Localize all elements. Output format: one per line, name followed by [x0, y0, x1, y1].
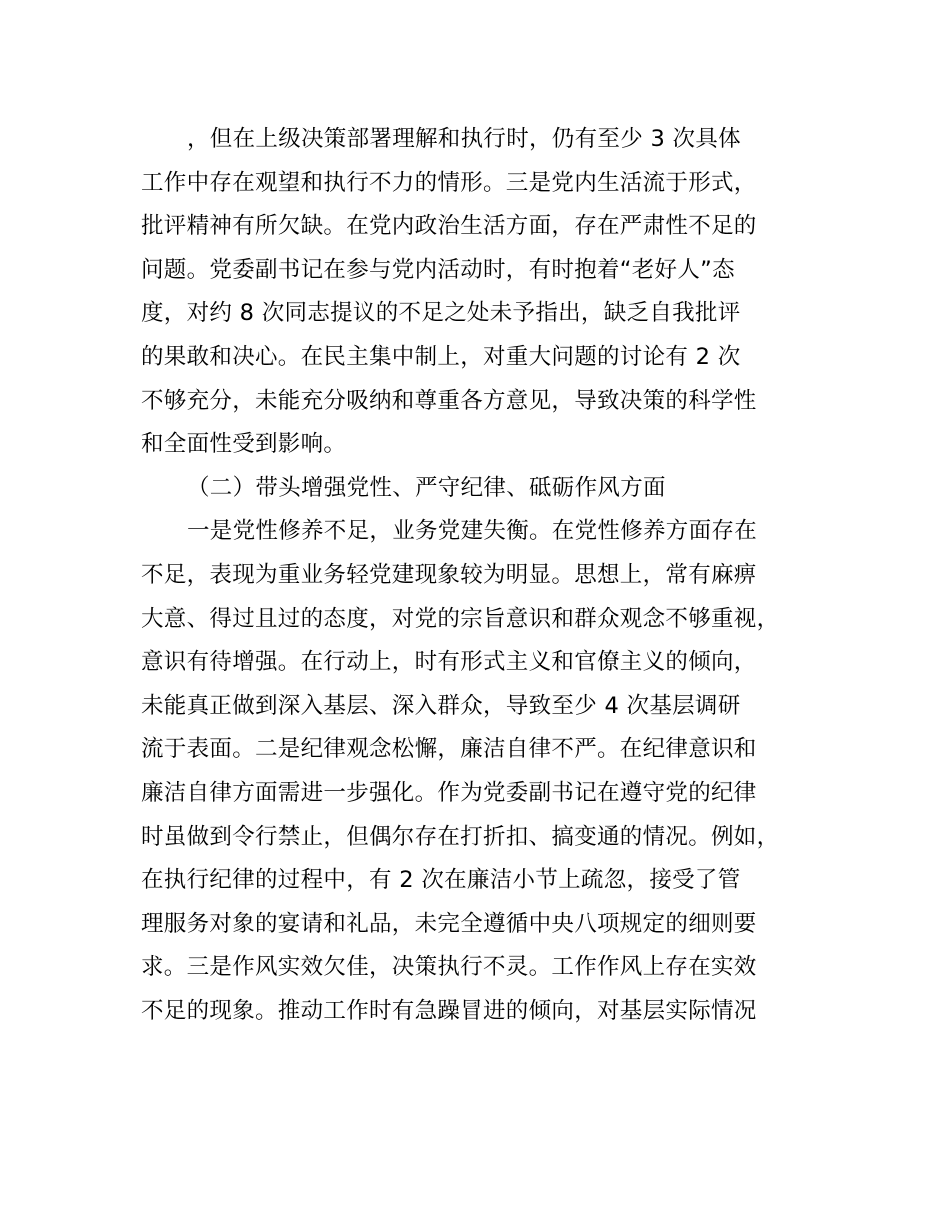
paragraph-line: 不够充分，未能充分吸纳和尊重各方意见，导致决策的科学性	[141, 387, 757, 414]
paragraph-line: 度，对约 8 次同志提议的不足之处未予指出，缺乏自我批评	[141, 300, 741, 327]
paragraph-line: 不足的现象。推动工作时有急躁冒进的倾向，对基层实际情况	[141, 997, 757, 1024]
paragraph-line: 的果敢和决心。在民主集中制上，对重大问题的讨论有 2 次	[141, 343, 741, 370]
paragraph-line: 工作中存在观望和执行不力的情形。三是党内生活流于形式，	[141, 169, 757, 196]
paragraph-line: 求。三是作风实效欠佳，决策执行不灵。工作作风上存在实效	[141, 954, 757, 981]
paragraph-line: 时虽做到令行禁止，但偶尔存在打折扣、搞变通的情况。例如，	[141, 823, 780, 850]
paragraph-line: 意识有待增强。在行动上，时有形式主义和官僚主义的倾向，	[141, 649, 757, 676]
paragraph-line: 大意、得过且过的态度，对党的宗旨意识和群众观念不够重视，	[141, 605, 780, 632]
paragraph-line: 廉洁自律方面需进一步强化。作为党委副书记在遵守党的纪律	[141, 779, 757, 806]
document-body	[141, 118, 841, 1033]
paragraph-line: 在执行纪律的过程中，有 2 次在廉洁小节上疏忽，接受了管	[141, 867, 741, 894]
paragraph-line: 和全面性受到影响。	[141, 431, 347, 458]
paragraph-line: 一是党性修养不足，业务党建失衡。在党性修养方面存在	[187, 518, 758, 545]
paragraph-line: ，但在上级决策部署理解和执行时，仍有至少 3 次具体	[187, 126, 741, 152]
paragraph-line: 未能真正做到深入基层、深入群众，导致至少 4 次基层调研	[141, 692, 741, 719]
paragraph-line: 流于表面。二是纪律观念松懈，廉洁自律不严。在纪律意识和	[141, 736, 757, 763]
paragraph-line: 不足，表现为重业务轻党建现象较为明显。思想上，常有麻痹	[141, 561, 757, 588]
paragraph-line: 问题。党委副书记在参与党内活动时，有时抱着“老好人”态	[141, 256, 735, 283]
paragraph-line: 批评精神有所欠缺。在党内政治生活方面，存在严肃性不足的	[141, 213, 757, 240]
section-heading: （二）带头增强党性、严守纪律、砥砺作风方面	[187, 474, 666, 501]
paragraph-line: 理服务对象的宴请和礼品，未完全遵循中央八项规定的细则要	[141, 910, 757, 937]
